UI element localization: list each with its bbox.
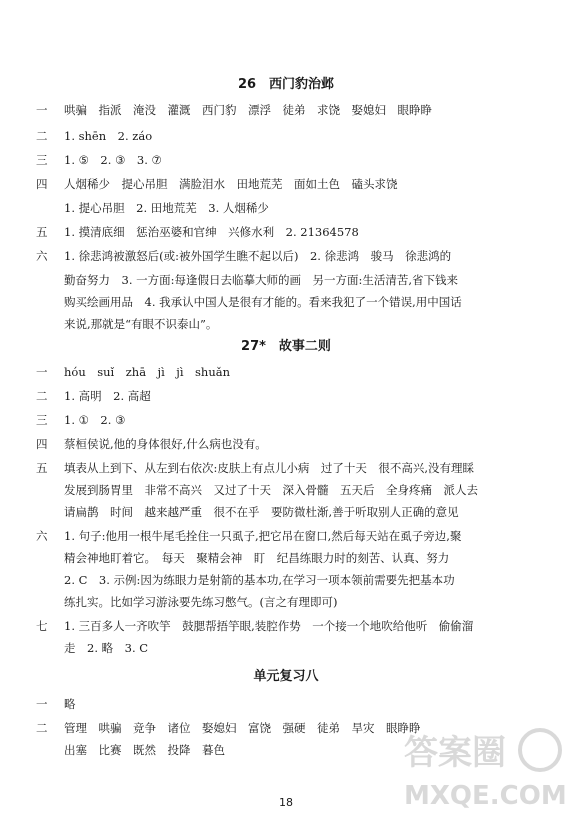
item-mark: 二 [36,721,48,735]
item-text: 1. 摸清底细 惩治巫婆和官绅 兴修水利 2. 21364578 [64,225,359,239]
item-mark: 二 [36,389,48,403]
item-text: 1. ① 2. ③ [64,413,126,427]
review-8-title: 单元复习八 [253,669,319,684]
page-number: 18 [279,796,293,809]
lesson-27-item-6-cont-2: 2. C 3. 示例:因为练眼力是射箭的基本功,在学习一项本领前需要先把基本功 [64,573,455,587]
lesson-26-item-6-cont-3: 来说,那就是“有眼不识泰山”。 [64,317,218,331]
item-mark: 一 [36,103,48,117]
review-8-item-2-cont: 出塞 比赛 既然 投降 暮色 [64,743,225,757]
lesson-27-item-5-cont-1: 发展到肠胃里 非常不高兴 又过了十天 深入骨髓 五天后 全身疼痛 派人去 [64,483,478,497]
item-mark: 五 [36,225,48,239]
item-text: 1. 高明 2. 高超 [64,389,151,403]
watermark-url: MXQE.COM [404,781,567,811]
item-text: 1. shēn 2. záo [64,129,153,143]
item-text: 管理 哄骗 竞争 诸位 娶媳妇 富饶 强硬 徒弟 旱灾 眼睁睁 [64,721,421,735]
lesson-26-item-6-cont-2: 购买绘画用品 4. 我承认中国人是很有才能的。看来我犯了一个错误,用中国话 [64,295,462,309]
item-mark: 五 [36,461,48,475]
item-text: 蔡桓侯说,他的身体很好,什么病也没有。 [64,437,267,451]
item-mark: 三 [36,153,48,167]
lesson-26-title: 26 西门豹治邺 [237,77,335,92]
item-text: 1. 徐悲鸿被激怒后(或:被外国学生瞧不起以后) 2. 徐悲鸿 骏马 徐悲鸿的 [64,249,452,263]
item-mark: 四 [36,177,48,191]
watermark-text: 答案圈 [404,733,506,773]
lesson-27-item-5-cont-2: 请扁鹊 时间 越来越严重 很不在乎 要防微杜渐,善于听取别人正确的意见 [64,505,459,519]
item-text: 1. ⑤ 2. ③ 3. ⑦ [64,153,162,167]
item-mark: 四 [36,437,48,451]
item-text: 1. 句子:他用一根牛尾毛拴住一只虱子,把它吊在窗口,然后每天站在虱子旁边,聚 [64,529,462,543]
item-mark: 六 [36,249,48,263]
lesson-26-item-4-cont: 1. 提心吊胆 2. 田地荒芜 3. 人烟稀少 [64,201,269,215]
item-mark: 七 [36,619,48,633]
item-text: 哄骗 指派 淹没 灌溉 西门豹 漂浮 徒弟 求饶 娶媳妇 眼睁睁 [64,103,432,117]
lesson-27-item-6-cont-3: 练扎实。比如学习游泳要先练习憋气。(言之有理即可) [64,595,338,609]
item-mark: 三 [36,413,48,427]
item-text: 略 [64,697,76,711]
item-text: 人烟稀少 提心吊胆 满脸泪水 田地荒芜 面如土色 磕头求饶 [64,177,398,191]
lesson-27-title: 27* 故事二则 [241,339,331,354]
lesson-27-item-7-cont: 走 2. 略 3. C [64,641,149,655]
lesson-26-item-6-cont-1: 勤奋努力 3. 一方面:每逢假日去临摹大师的画 另一方面:生活清苦,省下钱来 [64,273,459,287]
item-mark: 一 [36,365,48,379]
item-mark: 二 [36,129,48,143]
lesson-27-item-6-cont-1: 精会神地盯着它。 每天 聚精会神 盯 纪昌练眼力时的刻苦、认真、努力 [64,551,450,565]
item-text: hóu suǐ zhā jì jì shuǎn [64,365,231,379]
item-text: 1. 三百多人一齐吹竽 鼓腮帮捂竽眼,装腔作势 一个接一个地吹给他听 偷偷溜 [64,619,474,633]
item-mark: 一 [36,697,48,711]
watermark-circle-icon [520,730,560,770]
item-text: 填表从上到下、从左到右依次:皮肤上有点儿小病 过了十天 很不高兴,没有理睬 [64,461,475,475]
item-mark: 六 [36,529,48,543]
